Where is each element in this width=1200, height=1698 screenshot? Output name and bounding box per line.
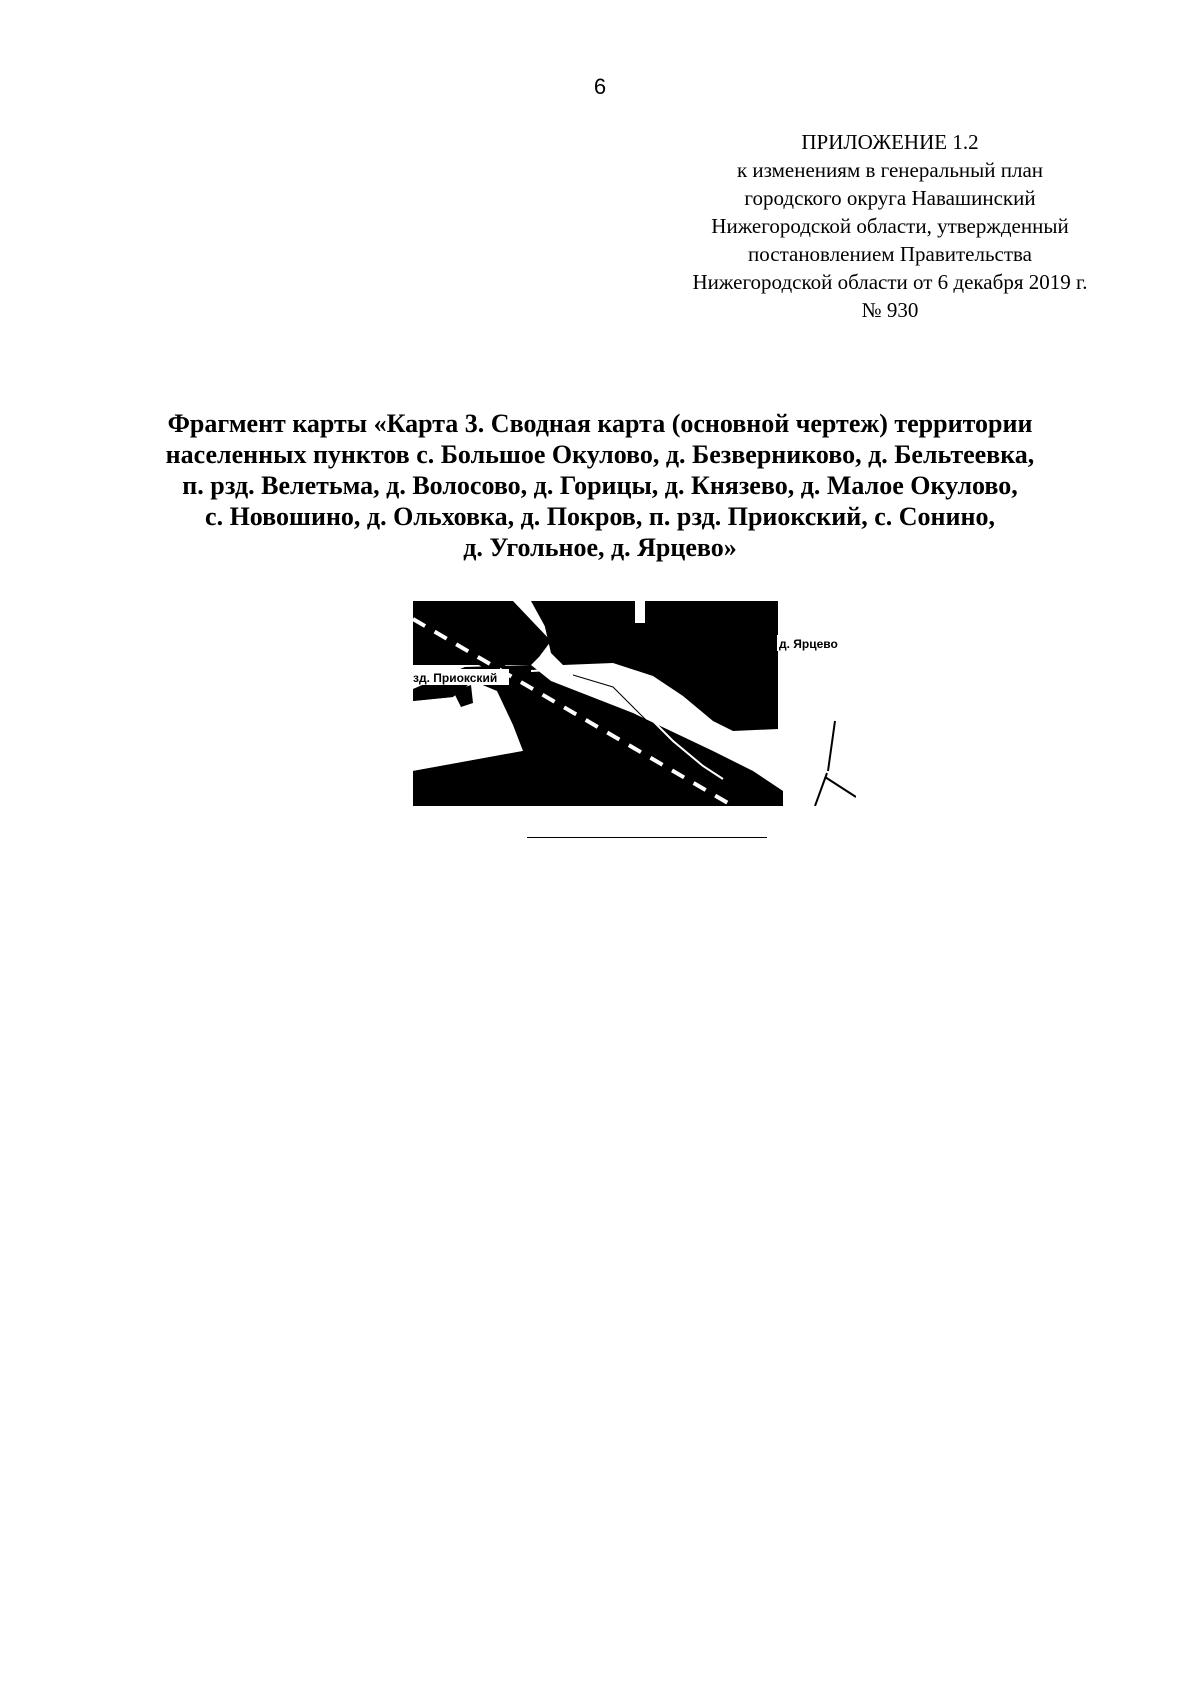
- map-title-line: Фрагмент карты «Карта 3. Сводная карта (основной чертеж) территории: [167, 409, 1033, 438]
- map-title: [60, 408, 1140, 563]
- appendix-line: к изменениям в генеральный план: [736, 158, 1044, 182]
- map-title-line: населенных пунктов с. Большое Окулово, д. Безверниково, д. Бельтеевка,: [165, 440, 1035, 469]
- separator-line: [527, 837, 767, 838]
- map-title-line: с. Новошино, д. Ольховка, д. Покров, п. рзд. Приокский, с. Сонино,: [205, 502, 995, 531]
- map-title-line: д. Угольное, д. Ярцево»: [463, 533, 737, 562]
- territory-gap: [635, 601, 645, 623]
- map-fragment: [413, 601, 856, 806]
- map-label-yartsevo: д. Ярцево: [779, 637, 838, 651]
- map-label-priokskiy: зд. Приокский: [413, 671, 498, 685]
- map-svg: [413, 601, 856, 806]
- appendix-line: № 930: [861, 298, 919, 322]
- map-title-line: п. рзд. Велетьма, д. Волосово, д. Горицы, д. Князево, д. Малое Окулово,: [182, 471, 1018, 500]
- appendix-block: [640, 128, 1140, 324]
- appendix-heading: ПРИЛОЖЕНИЕ 1.2: [801, 130, 979, 154]
- appendix-line: Нижегородской области, утвержденный: [711, 214, 1069, 238]
- appendix-line: городского округа Навашинский: [744, 186, 1036, 210]
- appendix-line: постановлением Правительства: [747, 242, 1032, 266]
- appendix-line: Нижегородской области от 6 декабря 2019 г.: [692, 270, 1088, 294]
- page-number: 6: [593, 74, 607, 99]
